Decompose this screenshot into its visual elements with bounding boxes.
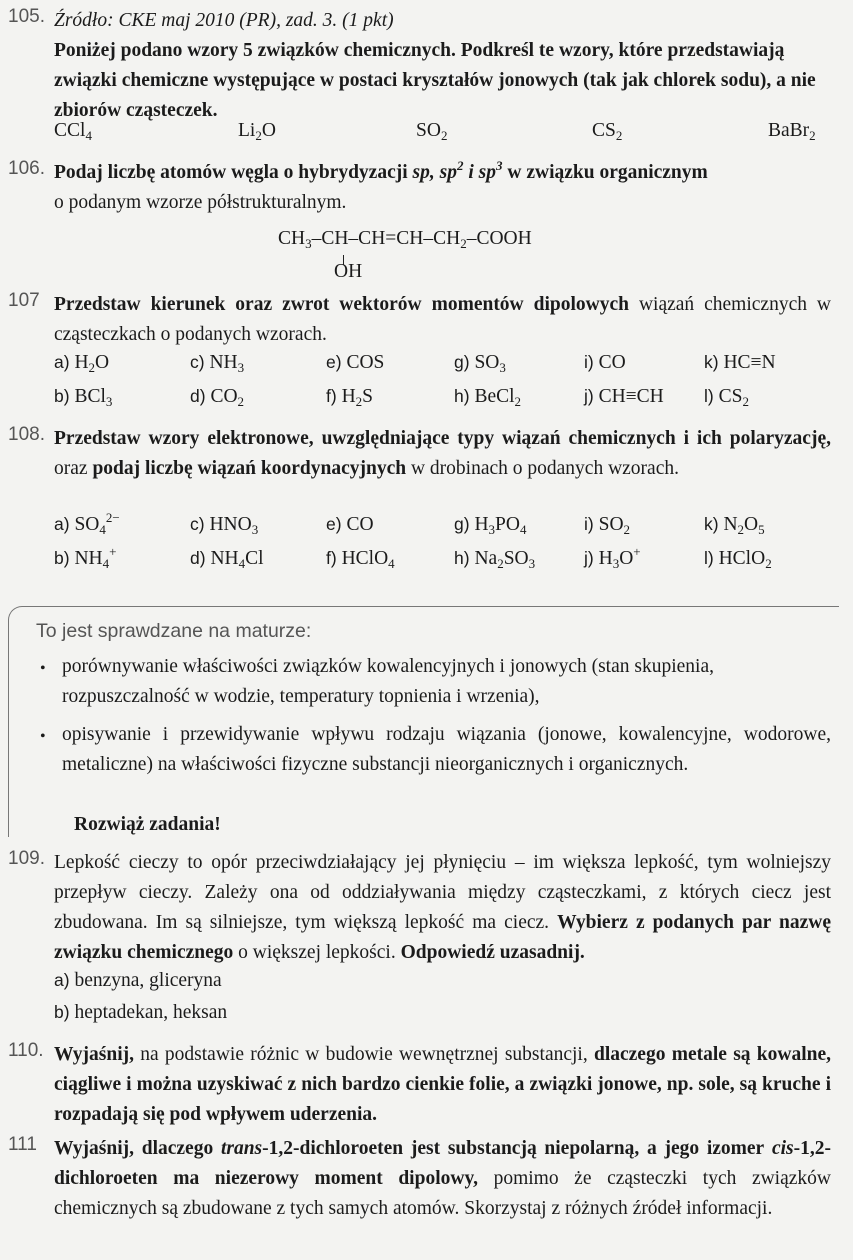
structural-formula: $CH_3-CH-CH=CH-CH_2$–COOH OH	[278, 228, 532, 282]
task-109: 109. Lepkość cieczy to opór przeciwdziałający jej płynięciu – im większa lepkość, tym wolniejszy przepływ cieczy. Zależy ona od oddziaływania między cząsteczkami, z których ciecz jest zbudowana. Im są silniejsze, tym większą lepkość ma ciecz. Wybierz z podanych par nazwę związku chemicznego o większej lepkości. Odpowiedź uzasadnij.	[8, 848, 831, 963]
formula-ccl4: CCl$_4$	[54, 120, 92, 143]
dipole-row-1: a) $H_2O$ c) $NH_3$ e) COS g) $SO_3$ i) CO k) HC≡N	[54, 352, 776, 375]
task-number: 106.	[8, 158, 45, 179]
box-bullet-1: porównywanie właściwości związków kowalencyjnych i jonowych (stan skupienia, rozpuszczalność w wodzie, temperatury topnienia i wrzenia),	[62, 656, 714, 707]
dipole-row-2: b) BCl$_3$ d) $CO_2$ f) $H_2S$ h) BeCl$_2$ j) CH≡CH l) $CS_2$	[54, 386, 749, 409]
bullet-icon: •	[40, 728, 46, 745]
task-number: 109.	[8, 848, 45, 869]
electron-row-2: b) $NH_4^+$ d) $NH_4Cl$ f) HClO$_4$ h) $Na_2SO_3$ j) $H_3O^+$ l) HClO$_2$	[54, 544, 772, 571]
formula-so2: $SO_2$	[416, 120, 448, 143]
box-title: To jest sprawdzane na maturze:	[36, 620, 312, 642]
task-105	[8, 6, 831, 126]
task-number: 110.	[8, 1040, 44, 1061]
task-111: 111 Wyjaśnij, dlaczego trans-1,2-dichloroeten jest substancją niepolarną, a jego izomer cis-1,2-dichloroeten ma niezerowy moment dipolowy, pomimo że cząsteczki tych związków chemicznych są zbudowane z tych samych atomów. Skorzystaj z różnych źródeł informacji.	[8, 1134, 831, 1219]
task-110: 110. Wyjaśnij, na podstawie różnic w budowie wewnętrznej substancji, dlaczego metale są kowalne, ciągliwe i można uzyskiwać z nich bardzo cienkie folie, a związki jonowe, np. sole, są kruche i rozpadają się pod wpływem uderzenia.	[8, 1040, 832, 1125]
task-106: 106. Podaj liczbę atomów węgla o hybrydyzacji sp, $sp^2$ i $sp^3$ w związku organicznym o podanym wzorze półstrukturalnym.	[8, 158, 708, 213]
option-a: a) benzyna, gliceryna	[54, 970, 222, 991]
task-number: 111	[8, 1134, 37, 1155]
bullet-icon: •	[40, 660, 46, 677]
task-source: Źródło: CKE maj 2010 (PR), zad. 3. (1 pkt)	[54, 10, 394, 31]
formula-row	[54, 120, 831, 150]
task-instruction: Poniżej podano wzory 5 związków chemicznych. Podkreśl te wzory, które przedstawiają związki chemiczne występujące w postaci kryształów jonowych (tak jak chlorek sodu), a nie zbiorów cząsteczek.	[54, 40, 816, 121]
formula-babr2: BaBr$_2$	[768, 120, 816, 143]
task-number: 107	[8, 290, 40, 311]
task-107: 107 Przedstaw kierunek oraz zwrot wektorów momentów dipolowych wiązań chemicznych w cząsteczkach o podanych wzorach.	[8, 290, 832, 345]
box-bullet-2: opisywanie i przewidywanie wpływu rodzaju wiązania (jonowe, kowalencyjne, wodorowe, metaliczne) na właściwości fizyczne substancji nieorganicznych i organicznych.	[62, 724, 831, 775]
option-b: b) heptadekan, heksan	[54, 1002, 228, 1023]
formula-li2o: $Li_2O$	[238, 120, 276, 143]
solve-heading: Rozwiąż zadania!	[74, 814, 221, 835]
task-108: 108. Przedstaw wzory elektronowe, uwzględniające typy wiązań chemicznych i ich polaryzację, oraz podaj liczbę wiązań koordynacyjnych w drobinach o podanych wzorach.	[8, 424, 831, 479]
formula-cs2: $CS_2$	[592, 120, 623, 143]
electron-row-1: a) $SO_4^{2-}$ c) $HNO_3$ e) CO g) $H_3PO_4$ i) $SO_2$ k) $N_2O_5$	[54, 510, 765, 537]
task-number: 108.	[8, 424, 45, 445]
task-number: 105.	[8, 6, 45, 27]
